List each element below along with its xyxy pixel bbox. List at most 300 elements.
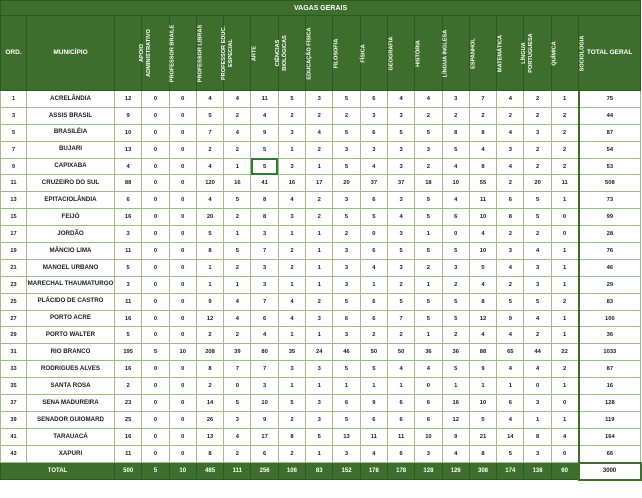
cell-value[interactable]: 5 [333,209,360,226]
cell-value[interactable]: 4 [115,158,142,175]
cell-value[interactable]: 3 [387,107,414,124]
cell-value[interactable]: 4 [497,361,524,378]
cell-value[interactable]: 5 [415,192,442,209]
cell-value[interactable]: 2 [224,327,251,344]
cell-value[interactable]: 0 [142,141,169,158]
cell-value[interactable]: 13 [333,428,360,445]
cell-value[interactable]: 2 [306,192,333,209]
cell-value[interactable]: 5 [469,411,496,428]
cell-value[interactable]: 3 [333,276,360,293]
total-value[interactable]: 5 [142,463,169,480]
cell-value[interactable]: 2 [442,107,469,124]
cell-value[interactable]: 0 [142,158,169,175]
cell-value[interactable]: 9 [251,411,278,428]
cell-value[interactable]: 3 [524,445,551,462]
cell-value[interactable]: 2 [415,107,442,124]
cell-value[interactable]: 3 [306,91,333,108]
cell-value[interactable]: 9 [196,293,223,310]
cell-ord[interactable]: 11 [1,175,27,192]
cell-value[interactable]: 65 [497,344,524,361]
cell-value[interactable]: 1 [360,378,387,395]
cell-value[interactable]: 55 [469,175,496,192]
total-value[interactable]: 178 [360,463,387,480]
total-value[interactable]: 485 [196,463,223,480]
cell-value[interactable]: 1 [551,243,578,260]
cell-value[interactable]: 6 [360,293,387,310]
cell-value[interactable]: 1 [551,276,578,293]
cell-value[interactable]: 6 [333,310,360,327]
cell-value[interactable]: 6 [251,445,278,462]
cell-value[interactable]: 2 [524,141,551,158]
cell-value[interactable]: 26 [196,411,223,428]
cell-value[interactable]: 4 [278,192,305,209]
cell-value[interactable]: 5 [360,361,387,378]
cell-value[interactable]: 6 [442,209,469,226]
cell-value[interactable]: 3 [278,158,305,175]
cell-value[interactable]: 3 [360,141,387,158]
cell-value[interactable]: 0 [169,445,196,462]
cell-value[interactable]: 2 [224,141,251,158]
cell-value[interactable]: 3 [442,259,469,276]
cell-value[interactable]: 4 [251,327,278,344]
cell-value[interactable]: 1 [306,226,333,243]
cell-value[interactable]: 5 [142,344,169,361]
total-value[interactable]: 178 [387,463,414,480]
cell-value[interactable]: 39 [224,344,251,361]
cell-value[interactable]: 2 [551,158,578,175]
cell-value[interactable]: 3 [524,395,551,412]
header-ord[interactable]: ORD. [1,16,27,91]
cell-value[interactable]: 4 [306,124,333,141]
cell-municipio[interactable]: PLÁCIDO DE CASTRO [27,293,115,310]
cell-value[interactable]: 9 [469,361,496,378]
cell-value[interactable]: 0 [551,395,578,412]
cell-value[interactable]: 0 [524,378,551,395]
cell-municipio[interactable]: JORDÃO [27,226,115,243]
cell-value[interactable]: 1 [306,276,333,293]
cell-value[interactable]: 2 [224,107,251,124]
cell-value[interactable]: 1 [551,310,578,327]
cell-value[interactable]: 17 [251,428,278,445]
cell-value[interactable]: 3 [333,259,360,276]
cell-total-geral[interactable]: 16 [579,378,641,395]
cell-value[interactable]: 0 [142,107,169,124]
cell-value[interactable]: 12 [442,411,469,428]
cell-value[interactable]: 50 [387,344,414,361]
cell-value[interactable]: 0 [142,428,169,445]
cell-value[interactable]: 0 [142,124,169,141]
cell-value[interactable]: 8 [196,361,223,378]
cell-ord[interactable]: 37 [1,395,27,412]
cell-value[interactable]: 6 [360,192,387,209]
cell-value[interactable]: 8 [469,124,496,141]
cell-value[interactable]: 1 [196,276,223,293]
cell-value[interactable]: 3 [415,141,442,158]
cell-total-geral[interactable]: 46 [579,259,641,276]
cell-value[interactable]: 2 [497,107,524,124]
cell-value[interactable]: 4 [278,293,305,310]
cell-total-geral[interactable]: 119 [579,411,641,428]
cell-value[interactable]: 10 [469,395,496,412]
cell-value[interactable]: 3 [415,445,442,462]
cell-municipio[interactable]: RODRIGUES ALVES [27,361,115,378]
cell-value[interactable]: 22 [551,344,578,361]
total-value[interactable]: 308 [469,463,496,480]
cell-value[interactable]: 13 [115,141,142,158]
cell-value[interactable]: 2 [497,276,524,293]
cell-municipio[interactable]: ASSIS BRASIL [27,107,115,124]
cell-value[interactable]: 8 [469,158,496,175]
cell-value[interactable]: 2 [278,107,305,124]
cell-value[interactable]: 5 [251,158,278,175]
cell-value[interactable]: 4 [224,310,251,327]
cell-value[interactable]: 2 [333,107,360,124]
cell-ord[interactable]: 41 [1,428,27,445]
cell-value[interactable]: 0 [169,361,196,378]
cell-value[interactable]: 5 [333,91,360,108]
cell-value[interactable]: 4 [551,428,578,445]
cell-value[interactable]: 23 [115,395,142,412]
cell-value[interactable]: 0 [142,310,169,327]
cell-value[interactable]: 20 [333,175,360,192]
cell-value[interactable]: 9 [251,124,278,141]
cell-value[interactable]: 7 [251,293,278,310]
cell-value[interactable]: 1 [278,226,305,243]
cell-value[interactable]: 2 [469,107,496,124]
cell-value[interactable]: 3 [251,259,278,276]
cell-value[interactable]: 2 [224,209,251,226]
cell-municipio[interactable]: MARECHAL THAUMATURGO [27,276,115,293]
cell-value[interactable]: 6 [360,124,387,141]
cell-value[interactable]: 2 [551,124,578,141]
cell-value[interactable]: 12 [115,91,142,108]
cell-value[interactable]: 11 [115,445,142,462]
cell-value[interactable]: 5 [442,293,469,310]
cell-value[interactable]: 3 [306,361,333,378]
cell-value[interactable]: 10 [169,344,196,361]
cell-total-geral[interactable]: 76 [579,243,641,260]
cell-value[interactable]: 3 [524,259,551,276]
cell-value[interactable]: 41 [251,175,278,192]
cell-value[interactable]: 4 [224,124,251,141]
cell-ord[interactable]: 5 [1,124,27,141]
cell-value[interactable]: 1 [415,276,442,293]
cell-value[interactable]: 0 [169,91,196,108]
cell-value[interactable]: 12 [196,310,223,327]
cell-value[interactable]: 0 [142,175,169,192]
cell-value[interactable]: 8 [251,192,278,209]
total-value[interactable]: 174 [497,463,524,480]
cell-value[interactable]: 3 [278,361,305,378]
cell-value[interactable]: 1 [224,158,251,175]
cell-value[interactable]: 0 [169,428,196,445]
cell-value[interactable]: 3 [333,141,360,158]
cell-value[interactable]: 3 [306,310,333,327]
cell-value[interactable]: 4 [415,91,442,108]
cell-value[interactable]: 4 [442,192,469,209]
cell-value[interactable]: 2 [306,141,333,158]
cell-value[interactable]: 5 [196,107,223,124]
cell-value[interactable]: 1 [551,378,578,395]
cell-ord[interactable]: 15 [1,209,27,226]
cell-value[interactable]: 7 [469,91,496,108]
cell-value[interactable]: 5 [278,91,305,108]
cell-value[interactable]: 5 [415,209,442,226]
header-municipio[interactable]: MUNICÍPIO [27,16,115,91]
cell-value[interactable]: 1 [469,378,496,395]
cell-value[interactable]: 1 [551,91,578,108]
cell-value[interactable]: 3 [115,226,142,243]
cell-value[interactable]: 0 [169,378,196,395]
cell-value[interactable]: 0 [169,158,196,175]
cell-value[interactable]: 20 [196,209,223,226]
cell-municipio[interactable]: SENADOR GUIOMARD [27,411,115,428]
cell-municipio[interactable]: BRASILÉIA [27,124,115,141]
total-value[interactable]: 111 [224,463,251,480]
cell-total-geral[interactable]: 29 [579,276,641,293]
cell-value[interactable]: 5 [469,259,496,276]
cell-value[interactable]: 4 [251,107,278,124]
cell-value[interactable]: 14 [497,428,524,445]
cell-total-geral[interactable]: 83 [579,293,641,310]
cell-value[interactable]: 0 [169,107,196,124]
cell-value[interactable]: 10 [469,209,496,226]
cell-value[interactable]: 0 [142,361,169,378]
cell-value[interactable]: 5 [442,361,469,378]
cell-value[interactable]: 0 [142,209,169,226]
total-value[interactable]: 138 [524,463,551,480]
cell-value[interactable]: 8 [196,243,223,260]
cell-value[interactable]: 10 [251,395,278,412]
cell-value[interactable]: 11 [360,428,387,445]
cell-value[interactable]: 5 [442,243,469,260]
cell-value[interactable]: 37 [387,175,414,192]
cell-value[interactable]: 5 [524,209,551,226]
cell-value[interactable]: 0 [169,310,196,327]
cell-value[interactable]: 2 [524,91,551,108]
cell-value[interactable]: 3 [387,141,414,158]
cell-value[interactable]: 2 [497,175,524,192]
cell-value[interactable]: 0 [169,124,196,141]
cell-value[interactable]: 1 [524,411,551,428]
cell-value[interactable]: 5 [524,293,551,310]
cell-ord[interactable]: 35 [1,378,27,395]
cell-value[interactable]: 4 [524,310,551,327]
cell-value[interactable]: 0 [142,91,169,108]
cell-value[interactable]: 1 [278,141,305,158]
cell-total-geral[interactable]: 1033 [579,344,641,361]
cell-municipio[interactable]: SENA MADUREIRA [27,395,115,412]
cell-total-geral[interactable]: 99 [579,209,641,226]
cell-value[interactable]: 2 [196,327,223,344]
total-value[interactable]: 60 [551,463,578,480]
cell-total-geral[interactable]: 44 [579,107,641,124]
cell-value[interactable]: 2 [196,378,223,395]
cell-municipio[interactable]: ACRELÂNDIA [27,91,115,108]
cell-value[interactable]: 4 [224,91,251,108]
cell-ord[interactable]: 19 [1,243,27,260]
cell-municipio[interactable]: PORTO WALTER [27,327,115,344]
cell-total-geral[interactable]: 36 [579,327,641,344]
cell-value[interactable]: 24 [306,344,333,361]
cell-value[interactable]: 5 [333,361,360,378]
cell-value[interactable]: 2 [551,141,578,158]
cell-value[interactable]: 2 [551,293,578,310]
cell-municipio[interactable]: BUJARI [27,141,115,158]
cell-value[interactable]: 46 [333,344,360,361]
cell-value[interactable]: 6 [251,310,278,327]
cell-ord[interactable]: 13 [1,192,27,209]
cell-value[interactable]: 37 [360,175,387,192]
cell-value[interactable]: 0 [551,226,578,243]
cell-ord[interactable]: 25 [1,293,27,310]
cell-ord[interactable]: 29 [1,327,27,344]
cell-value[interactable]: 0 [169,226,196,243]
cell-value[interactable]: 2 [278,243,305,260]
cell-value[interactable]: 5 [415,124,442,141]
cell-municipio[interactable]: EPITACIOLÂNDIA [27,192,115,209]
cell-total-geral[interactable]: 66 [579,445,641,462]
cell-value[interactable]: 0 [442,226,469,243]
cell-value[interactable]: 5 [115,327,142,344]
cell-value[interactable]: 3 [306,411,333,428]
cell-value[interactable]: 4 [497,91,524,108]
cell-value[interactable]: 5 [387,124,414,141]
cell-municipio[interactable]: RIO BRANCO [27,344,115,361]
cell-value[interactable]: 1 [278,378,305,395]
cell-value[interactable]: 0 [142,293,169,310]
cell-value[interactable]: 12 [469,310,496,327]
cell-value[interactable]: 0 [360,226,387,243]
cell-value[interactable]: 3 [251,276,278,293]
cell-value[interactable]: 8 [524,428,551,445]
cell-value[interactable]: 8 [469,445,496,462]
cell-value[interactable]: 5 [387,243,414,260]
cell-value[interactable]: 0 [169,243,196,260]
cell-value[interactable]: 8 [196,445,223,462]
cell-value[interactable]: 10 [115,124,142,141]
total-value[interactable]: 126 [442,463,469,480]
cell-value[interactable]: 2 [524,226,551,243]
cell-ord[interactable]: 31 [1,344,27,361]
cell-value[interactable]: 0 [169,293,196,310]
cell-total-geral[interactable]: 28 [579,226,641,243]
cell-value[interactable]: 0 [142,395,169,412]
total-value[interactable]: 500 [115,463,142,480]
cell-value[interactable]: 4 [469,141,496,158]
total-value[interactable]: 128 [415,463,442,480]
cell-value[interactable]: 6 [333,395,360,412]
cell-value[interactable]: 0 [169,209,196,226]
cell-value[interactable]: 21 [469,428,496,445]
cell-value[interactable]: 1 [306,445,333,462]
total-value[interactable]: 10 [169,463,196,480]
cell-value[interactable]: 9 [115,107,142,124]
cell-value[interactable]: 2 [497,226,524,243]
cell-value[interactable]: 11 [115,243,142,260]
cell-value[interactable]: 0 [169,276,196,293]
cell-value[interactable]: 5 [333,158,360,175]
cell-value[interactable]: 2 [278,259,305,276]
cell-value[interactable]: 4 [442,158,469,175]
cell-value[interactable]: 0 [142,411,169,428]
cell-value[interactable]: 8 [278,428,305,445]
cell-value[interactable]: 2 [551,107,578,124]
cell-value[interactable]: 1 [306,327,333,344]
cell-value[interactable]: 4 [196,91,223,108]
cell-value[interactable]: 10 [415,428,442,445]
cell-value[interactable]: 35 [278,344,305,361]
cell-value[interactable]: 3 [387,259,414,276]
cell-value[interactable]: 6 [115,192,142,209]
cell-value[interactable]: 2 [415,158,442,175]
cell-value[interactable]: 8 [251,209,278,226]
cell-value[interactable]: 1 [551,411,578,428]
cell-value[interactable]: 1 [360,276,387,293]
cell-value[interactable]: 3 [224,411,251,428]
cell-value[interactable]: 5 [387,293,414,310]
cell-value[interactable]: 3 [524,124,551,141]
cell-value[interactable]: 5 [497,445,524,462]
cell-value[interactable]: 11 [251,91,278,108]
cell-value[interactable]: 17 [306,175,333,192]
cell-value[interactable]: 0 [169,175,196,192]
cell-municipio[interactable]: CRUZEIRO DO SUL [27,175,115,192]
cell-value[interactable]: 1 [551,192,578,209]
cell-value[interactable]: 8 [497,209,524,226]
cell-value[interactable]: 2 [551,361,578,378]
cell-ord[interactable]: 3 [1,107,27,124]
cell-value[interactable]: 1 [224,226,251,243]
cell-value[interactable]: 3 [497,141,524,158]
cell-municipio[interactable]: FEIJÓ [27,209,115,226]
cell-value[interactable]: 208 [196,344,223,361]
cell-value[interactable]: 20 [524,175,551,192]
cell-municipio[interactable]: PORTO ACRE [27,310,115,327]
cell-value[interactable]: 7 [251,361,278,378]
cell-value[interactable]: 5 [224,395,251,412]
cell-value[interactable]: 3 [497,243,524,260]
cell-value[interactable]: 0 [224,378,251,395]
cell-value[interactable]: 5 [224,192,251,209]
cell-value[interactable]: 6 [360,310,387,327]
cell-value[interactable]: 0 [169,259,196,276]
cell-value[interactable]: 3 [115,276,142,293]
cell-value[interactable]: 4 [469,327,496,344]
cell-value[interactable]: 1 [551,259,578,276]
cell-total-geral[interactable]: 508 [579,175,641,192]
cell-value[interactable]: 1 [196,259,223,276]
cell-ord[interactable]: 43 [1,445,27,462]
cell-value[interactable]: 1 [415,327,442,344]
cell-value[interactable]: 0 [142,378,169,395]
cell-value[interactable]: 16 [278,175,305,192]
totals-label[interactable]: TOTAL [1,463,115,480]
cell-value[interactable]: 4 [497,158,524,175]
cell-value[interactable]: 7 [224,361,251,378]
cell-value[interactable]: 0 [142,327,169,344]
cell-value[interactable]: 1 [442,378,469,395]
cell-value[interactable]: 6 [387,445,414,462]
cell-municipio[interactable]: XAPURI [27,445,115,462]
cell-value[interactable]: 4 [524,361,551,378]
cell-value[interactable]: 2 [442,276,469,293]
cell-ord[interactable]: 17 [1,226,27,243]
total-value[interactable]: 152 [333,463,360,480]
cell-total-geral[interactable]: 128 [579,395,641,412]
cell-value[interactable]: 3 [251,378,278,395]
cell-value[interactable]: 5 [333,293,360,310]
